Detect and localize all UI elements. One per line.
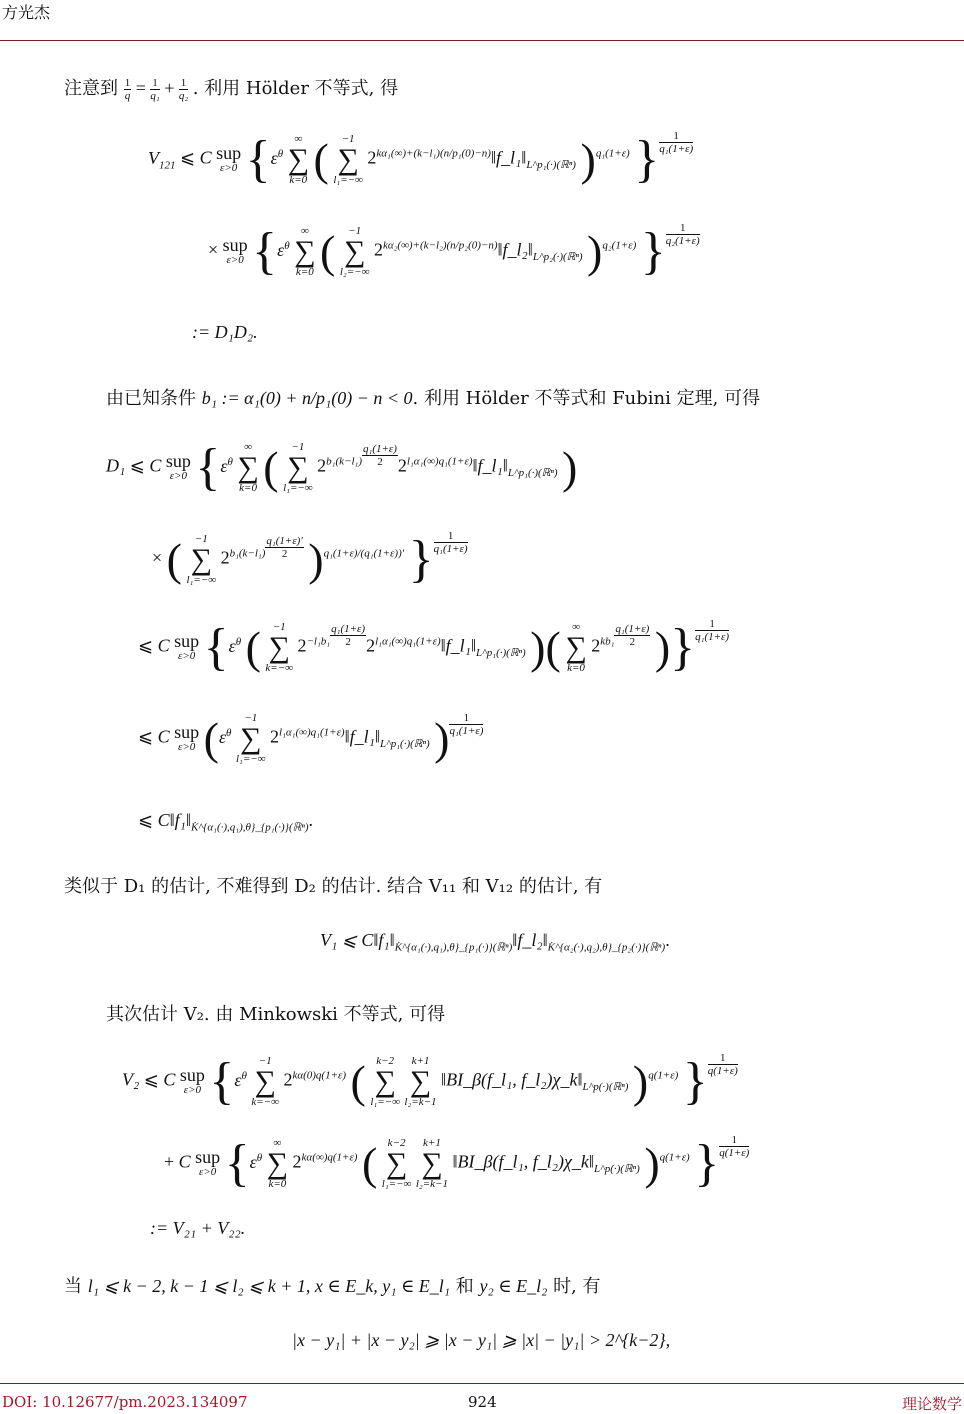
paragraph-v2-estimate: 其次估计 V₂. 由 Minkowski 不等式, 可得	[106, 1004, 446, 1025]
sum-l1: −1 ∑ l₁=−∞	[333, 132, 363, 186]
header-divider	[0, 40, 964, 41]
exponent-1: kα₁(∞)+(k−l₁)(n/p₁(0)−n)	[376, 147, 491, 160]
sum-l2: −1 ∑ l₂=−∞	[339, 224, 370, 278]
herz-space-2: K̇^{α₂(·),q₂),θ}_{p₂(·)}(ℝⁿ)	[547, 941, 666, 954]
norm-f-l1: ‖f_l₁‖	[490, 147, 527, 168]
equation-d1-fourth: ⩽ C sup ε>0 ($\varepsilon^\theta$ −1 ∑ l₁=−∞ $2^{l_1\alpha_1(\infty)q_1(1+\varepsilon)}‖f\_l_1‖_{L\^{}p_1(\cdot)(ℝ^n)}$ ) $\frac{1}{\text{q₁(1+ε)}}$	[138, 711, 484, 765]
equation-v21-v22-def: := V₂₁ + V₂₂.	[150, 1218, 246, 1238]
footer-doi-link[interactable]: DOI: 10.12677/pm.2023.134097	[2, 1393, 248, 1411]
equation-d1d2-def: := D₁D₂.	[192, 322, 258, 342]
footer-journal-link[interactable]: 理论数学	[901, 1395, 962, 1413]
leq-symbol: ⩽	[180, 147, 196, 168]
equation-v2-second: + C sup ε>0 {$\varepsilon^\theta$ ∞ ∑ k=0 $2^{k\alpha(\infty)q(1+\varepsilon)}$ ( k−2 ∑ l₁=−∞ k+1 ∑ l₂=k−1 ‖BI_β(f_l₁, $f\_l_2)\chi\_k‖_{L\^{}p(\cdot)(ℝ^n)}$ )$^{q(1+\varepsilon)}$ } $\frac{1}{q(1+\varepsilon)}$	[164, 1134, 750, 1192]
equation-d1-third: ⩽ C sup ε>0 {$\varepsilon^\theta$ ( −1 ∑ k=−∞ $2^{-l_1b_1}$ $\frac{\text{q₁(1+ε)}}{2}$ $2^{l_1\alpha_1(\infty)q_1(1+\varepsilon)}‖f\_l_1‖_{L\^{}p_1(\cdot)(ℝ^n)}$ )( ∞ ∑ k=0 $2^{kb_1}$ $\frac{\text{q₁(1+ε)}}{2}$ )} $\frac{1}{\text{q₁(1+ε)}}$	[138, 618, 730, 676]
equation-v1-estimate: V₁ ⩽ $C‖f_1‖_{K̇\^{}\{\alpha_1(\cdot),q_1),\theta\}\_\{p_1(\cdot)\}(ℝ^n)}‖f\_l_2‖_{K̇\^{}\{\alpha_2(\cdot),q_2),\theta\}\_\{p_2(\cdot)\}(ℝ^n)}$.	[320, 930, 670, 954]
sum-k: ∞ ∑ k=0	[287, 132, 309, 186]
paragraph-similar-estimate: 类似于 D₁ 的估计, 不难得到 D₂ 的估计. 结合 V₁₁ 和 V₁₂ 的估计, 有	[64, 876, 603, 897]
paragraph-holder-intro	[64, 74, 398, 102]
equation-v2-first: V₂ ⩽ C sup ε>0 {$\varepsilon^\theta$ −1 ∑ k=−∞ $2^{k\alpha(0)q(1+\varepsilon)}$ ( k−2 ∑ l₁=−∞ k+1 ∑ l₂=k−1 ‖BI_β(f_l₁, $f\_l_2)\chi\_k‖_{L\^{}p(\cdot)(ℝ^n)}$ )$^{q(1+\varepsilon)}$ } $\frac{1}{q(1+\varepsilon)}$	[122, 1052, 738, 1110]
equation-d1-final: ⩽ $C‖f_1‖_{K̇\^{}\{\alpha_1(\cdot),q_1),\theta\}\_\{p_1(\cdot)\}(ℝ^n)}$.	[138, 810, 314, 834]
paragraph-condition: 当 l₁ ⩽ k − 2, k − 1 ⩽ l₂ ⩽ k + 1, x ∈ E_k, y₁ ∈ E_l₁ 和 y₂ ∈ E_l₂ 时, 有	[64, 1276, 601, 1297]
equation-d1-second: × ( −1 ∑ l₁=−∞ $2^{b_1(k-l_1)}$ $\frac{\text{q₁(1+ε)′}}{2}$ )$^{q_1(1+\varepsilon)/(q_1(1+\varepsilon))'}$ } $\frac{1}{\text{q₁(1+ε)}}$	[152, 530, 468, 588]
equation-v121-first: $V_{121}$ ⩽ C sup ε>0 {$\varepsilon^\theta$ ∞ ∑ k=0 ( −1 ∑ l₁=−∞ $2^{k\alpha_1(\infty)+(k-l_1)(n/p_1(0)-n)}‖f\_l_1‖_{L\^{}p_1(\cdot)(ℝ^n)}$ )$^{q_1(1+\varepsilon)}$ } $\frac{1}{\text{q₁(1+ε)}}$	[148, 130, 694, 188]
exponent-2: kα₂(∞)+(k−l₂)(n/p₂(0)−n)	[382, 239, 498, 252]
constant-c: C	[199, 147, 212, 168]
equation-distance-inequality: |x − y₁| + |x − y₂| ⩾ |x − y₁| ⩾ |x| − |y₁| > 2^{k−2},	[292, 1330, 671, 1350]
sup-operator: sup ε>0	[216, 143, 242, 175]
text-note: 注意到	[64, 78, 118, 99]
text-holder: . 利用 Hölder 不等式, 得	[192, 78, 399, 99]
v121-symbol: $V_{121}$	[148, 147, 176, 172]
equation-d1-first: D₁ ⩽ C sup ε>0 {$\varepsilon^\theta$ ∞ ∑ k=0 ( −1 ∑ l₁=−∞ $2^{b_1(k-l_1)}$ $\frac{\text{q₁(1+ε)}}{2}$ $2^{l_1\alpha_1(\infty)q_1(1+\varepsilon)}‖f\_l_1‖_{L\^{}p_1(\cdot)(ℝ^n)}$ )	[106, 439, 578, 496]
equation-v121-second: × sup ε>0 {$\varepsilon^\theta$ ∞ ∑ k=0 ( −1 ∑ l₂=−∞ $2^{k\alpha_2(\infty)+(k-l_2)(n/p_2(0)-n)}‖f\_l_2‖_{L\^{}p_2(\cdot)(ℝ^n)}$ )$^{q_2(1+\varepsilon)}$ } $\frac{1}{\text{q₂(1+ε)}}$	[208, 222, 700, 280]
b1-definition: b₁ := α₁(0) + n/p₁(0) − n < 0	[201, 388, 413, 408]
math-q-identity: $\frac{1}{q}$ = $\frac{1}{\text{q₁}}$ + $\frac{1}{\text{q₂}}$	[124, 77, 189, 103]
footer-page-number: 924	[468, 1393, 497, 1411]
herz-space-1: K̇^{α₁(·),q₁),θ}_{p₁(·)}(ℝⁿ)	[190, 821, 309, 834]
header-author: 方光杰	[2, 3, 51, 22]
footer-divider	[0, 1383, 964, 1384]
norm-f-l2: ‖f_l₂‖	[497, 239, 533, 260]
paragraph-given-condition: 由已知条件 b₁ := α₁(0) + n/p₁(0) − n < 0. 利用 Hölder 不等式和 Fubini 定理, 可得	[106, 388, 761, 409]
